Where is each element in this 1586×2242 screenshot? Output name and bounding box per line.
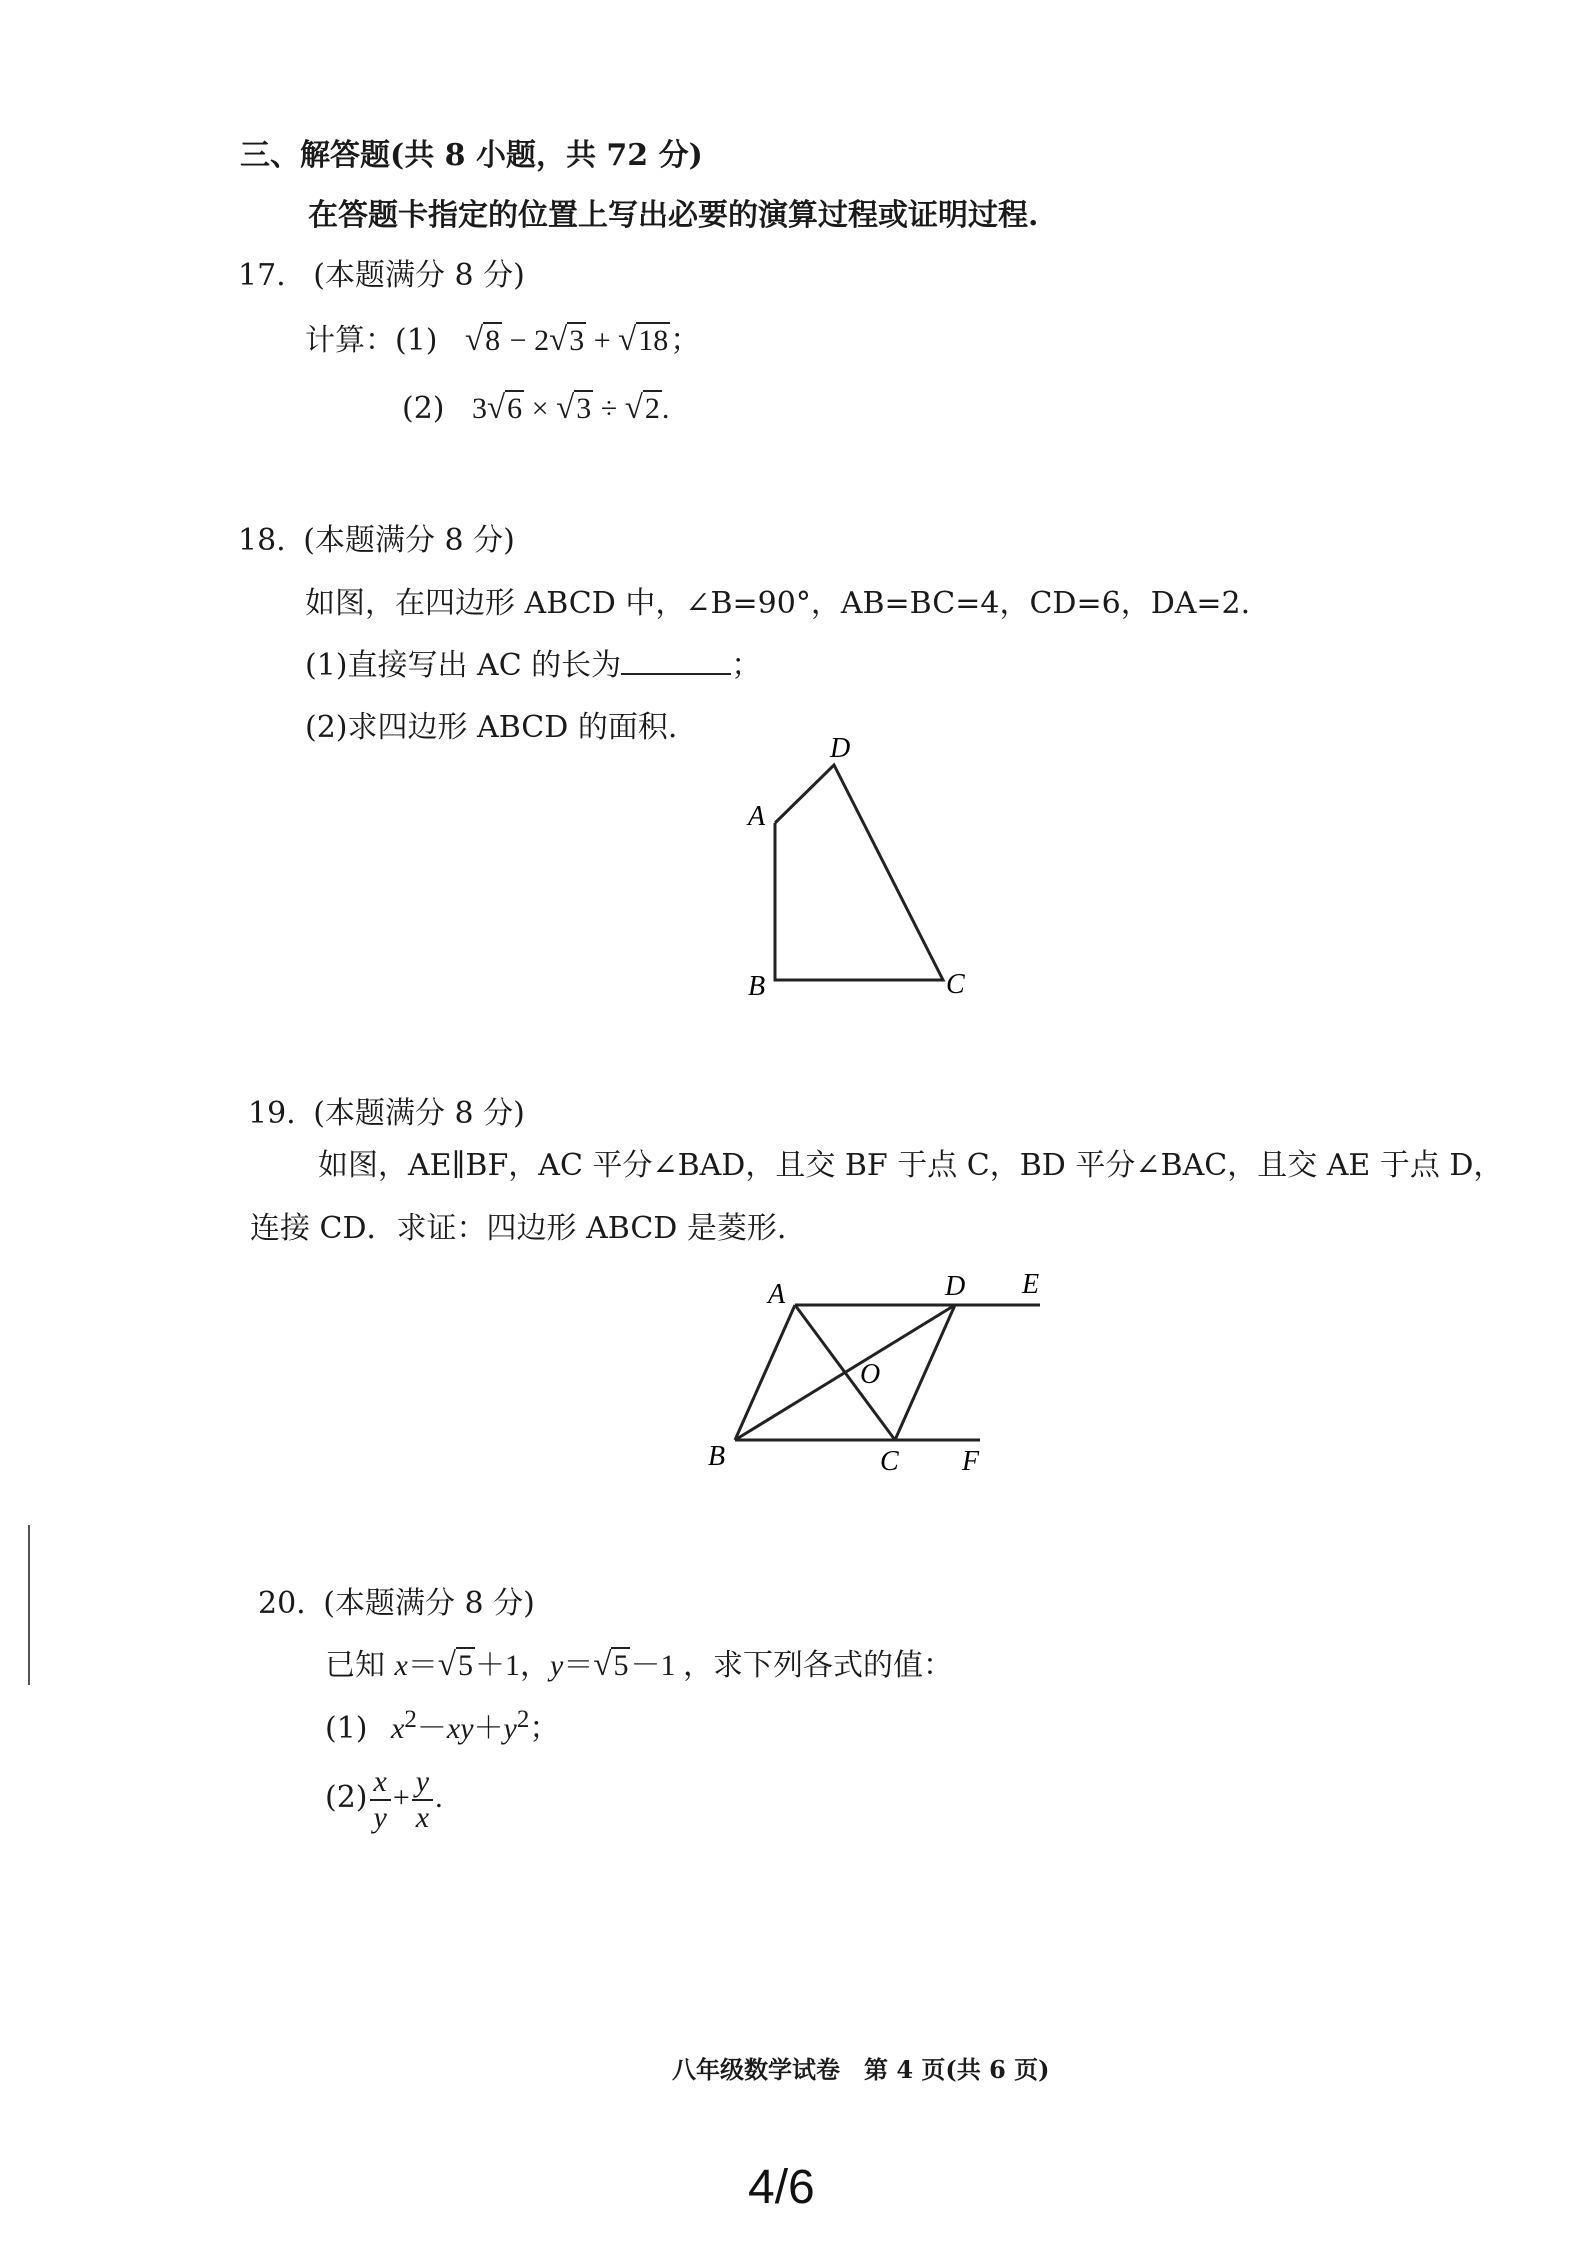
q20-score: (本题满分 8 分)	[323, 1586, 535, 1621]
q19-label-a: A	[768, 1279, 786, 1310]
q18-label-d: D	[830, 733, 851, 764]
q19-figure-rhombus	[700, 1255, 1060, 1475]
q17-part2	[402, 390, 669, 427]
q17-p2-expression: 3√6 × √3 ÷ √2.	[472, 390, 670, 426]
q20-p1-label: (1)	[325, 1711, 368, 1746]
q17-number: 17.	[238, 258, 286, 293]
q19-statement-line2: 连接 CD．求证：四边形 ABCD 是菱形.	[250, 1211, 787, 1246]
page-footer: 八年级数学试卷 第 4 页(共 6 页)	[672, 2055, 1050, 2084]
q19-header	[248, 1088, 525, 1132]
q18-header	[238, 515, 515, 559]
q19-side-ab	[735, 1305, 795, 1440]
q17-lead: 计算：	[305, 323, 395, 358]
q20-given-values: x＝√5＋1，y＝√5－1	[394, 1647, 683, 1683]
q19-score: (本题满分 8 分)	[313, 1096, 525, 1131]
page-indicator: 4/6	[748, 2161, 815, 2214]
q19-number: 19.	[248, 1096, 296, 1131]
q20-part2	[325, 1765, 443, 1835]
q19-label-d: D	[945, 1271, 966, 1302]
q18-answer-blank	[621, 649, 731, 675]
q20-header	[258, 1578, 535, 1622]
q19-label-e: E	[1022, 1269, 1040, 1300]
q19-label-o: O	[860, 1359, 881, 1390]
q19-label-c: C	[880, 1446, 899, 1475]
q18-label-b: B	[748, 971, 766, 1002]
section-title: 三、解答题(共 8 小题，共 72 分)	[240, 138, 703, 173]
q19-label-b: B	[708, 1441, 726, 1472]
q19-label-f: F	[962, 1446, 980, 1475]
q20-statement-tail: ，求下列各式的值：	[682, 1648, 953, 1683]
q18-part2: (2)求四边形 ABCD 的面积.	[305, 710, 678, 745]
q18-label-c: C	[946, 969, 965, 1000]
q18-quadrilateral-outline	[775, 765, 943, 980]
q17-p1-label: (1)	[395, 323, 438, 358]
q20-part1	[325, 1703, 559, 1747]
q19-statement-line1: 如图，AE∥BF，AC 平分∠BAD，且交 BF 于点 C，BD 平分∠BAC，且交 AE 于点 D，	[318, 1148, 1504, 1183]
q20-p2-label: (2)	[325, 1779, 368, 1815]
q19-diagonal-bd	[735, 1305, 955, 1440]
q20-statement-lead: 已知	[325, 1648, 385, 1683]
q20-p1-expression: $x^2-xy+y^2$；	[391, 1706, 560, 1745]
q17-p1-expression: √8 − 2√3 + √18；	[465, 322, 701, 358]
q20-p2-expression: $\frac{x}{y}$ + $\frac{y}{x}$ .	[368, 1781, 443, 1814]
q18-score: (本题满分 8 分)	[303, 523, 515, 558]
q20-number: 20.	[258, 1586, 306, 1621]
q17-p2-label: (2)	[402, 391, 445, 426]
margin-binding-line	[28, 1525, 30, 1685]
q17-header	[238, 250, 525, 294]
q18-number: 18.	[238, 523, 286, 558]
q19-side-dc	[895, 1305, 955, 1440]
q18-part1	[305, 640, 761, 684]
q20-statement	[325, 1640, 953, 1684]
q18-label-a: A	[748, 801, 766, 832]
q18-part1-text: (1)直接写出 AC 的长为	[305, 648, 622, 683]
section-instruction: 在答题卡指定的位置上写出必要的演算过程或证明过程.	[308, 198, 1039, 233]
q18-part1-end: ；	[731, 648, 762, 683]
q17-part1	[305, 315, 700, 359]
q18-figure-quadrilateral	[730, 725, 990, 1005]
q18-statement: 如图，在四边形 ABCD 中，∠B=90°，AB=BC=4，CD=6，DA=2.	[305, 586, 1251, 621]
q17-score: (本题满分 8 分)	[313, 258, 525, 293]
